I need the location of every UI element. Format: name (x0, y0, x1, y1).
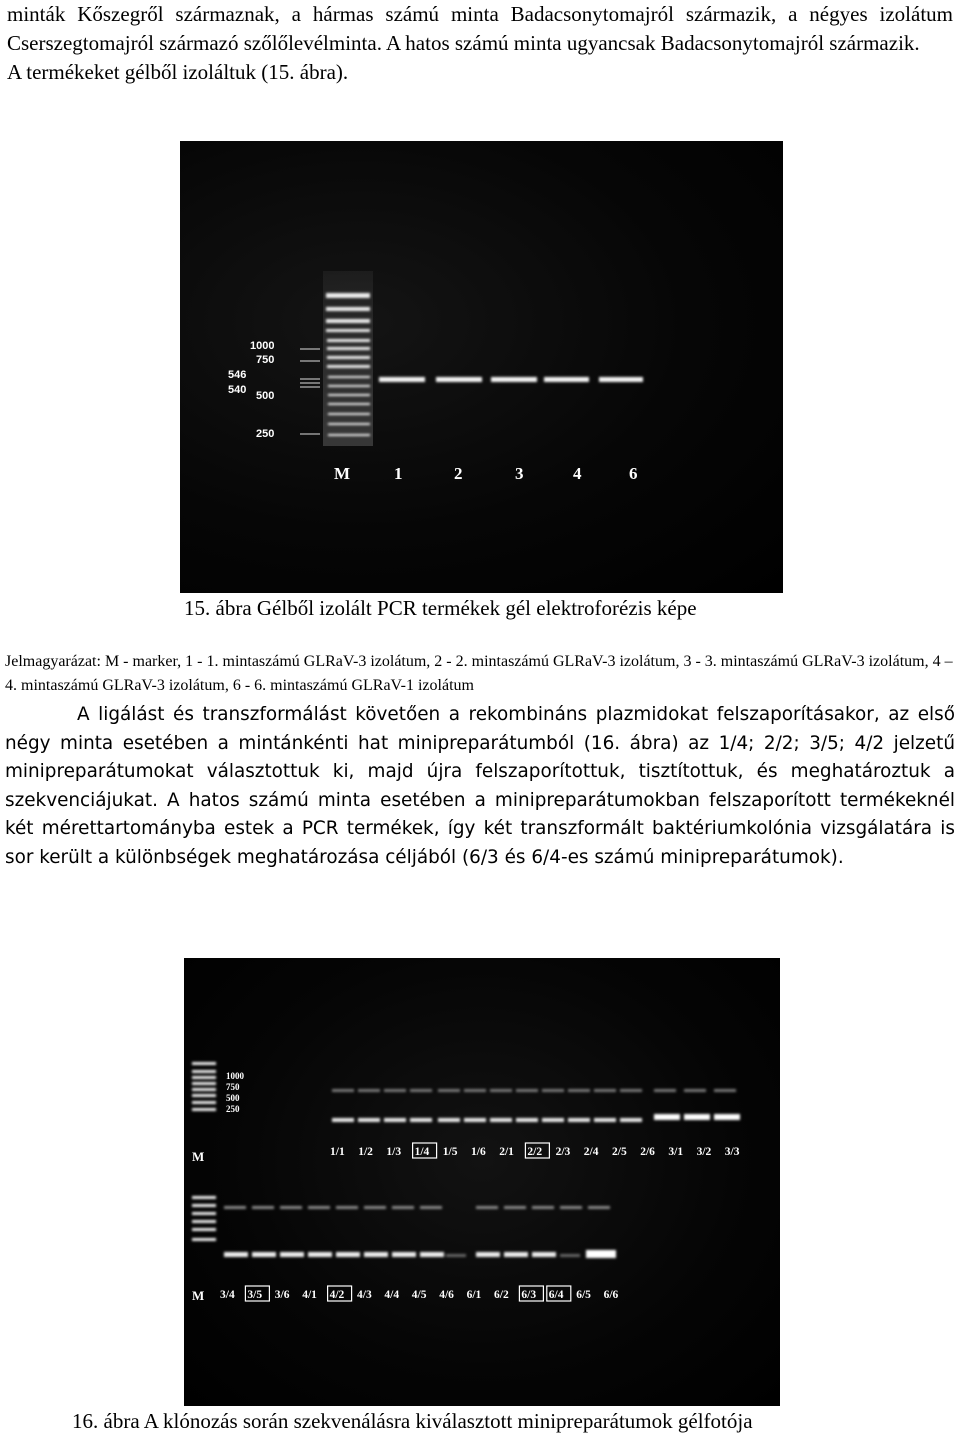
band (714, 1089, 736, 1092)
lane-label: 1/1 (330, 1146, 345, 1158)
gel-photo-figure-15 (180, 141, 783, 593)
band (364, 1252, 388, 1257)
lane-label: 3/5 (247, 1289, 263, 1301)
lane-label: 1/4 (414, 1146, 430, 1158)
lane-label: 3/1 (668, 1146, 684, 1158)
ladder-band (192, 1212, 216, 1215)
lane-label: 2 (454, 464, 463, 483)
band (438, 1089, 460, 1092)
band (410, 1089, 432, 1092)
ladder-band (192, 1228, 216, 1231)
band (620, 1089, 642, 1092)
band (560, 1254, 580, 1257)
gel-15-svg (180, 141, 783, 593)
band (308, 1206, 330, 1209)
ladder-band (192, 1238, 216, 1241)
lane-label: 1/6 (471, 1146, 486, 1158)
lane-label: 4/2 (329, 1289, 345, 1301)
legend-text: Jelmagyarázat: M - marker, 1 - 1. mintaszámú GLRaV-3 izolátum, 2 - 2. mintaszámú GLRaV-3 izolátum, 3 - 3. mintaszámú GLRaV-3 izolátum, 4 – 4. mintaszámú GLRaV-3 izolátum, 6 - 6. mintaszámú GLRaV-1 izolátum (5, 653, 953, 694)
ladder-band (192, 1088, 216, 1091)
top-marker-label: M (192, 1149, 205, 1164)
band (410, 1118, 432, 1122)
ladder-band (192, 1076, 216, 1079)
band (654, 1089, 676, 1092)
top-marker-ladder (192, 1062, 216, 1111)
ladder-band (192, 1196, 216, 1199)
band (464, 1089, 486, 1092)
band (542, 1089, 564, 1092)
gel-16-svg (184, 958, 780, 1406)
ladder-band (328, 434, 370, 436)
sample-band-6 (599, 377, 643, 382)
ladder-band (328, 376, 370, 378)
lane-label: 6/5 (576, 1289, 591, 1301)
band (332, 1089, 354, 1092)
ladder-band (328, 385, 370, 387)
band (332, 1118, 354, 1122)
band (392, 1206, 414, 1209)
marker-size-label: 500 (256, 390, 275, 402)
marker-size-label: 1000 (226, 1071, 244, 1081)
band (516, 1089, 538, 1092)
lane-label: 3 (515, 464, 524, 483)
lane-label: 4/4 (384, 1289, 400, 1301)
band (504, 1252, 528, 1257)
band (308, 1252, 332, 1257)
body-paragraph: A ligálást és transzformálást követően a rekombináns plazmidokat felszaporításakor, az első négy minta esetében a mintánkénti hat minipreparátumból (16. ábra) az 1/4; 2/2; 3/5; 4/2 jelzetű minipreparátumokat választottuk ki, majd újra felszaporítottuk, tisztítottuk, és meghatároztuk a szekvenciájukat. A hatos számú minta esetében a minipreparátumokban felszaporított termékeknél két mérettartományba estek a PCR termékek, így két transzformált baktériumkolónia vizsgálatára is sor került a különbségek meghatározása céljából (6/3 és 6/4-es számú minipreparátumok). (5, 704, 955, 868)
lane-label: 3/3 (724, 1146, 740, 1158)
lane-label: 4/6 (439, 1289, 454, 1301)
band (364, 1206, 386, 1209)
lane-label: 2/6 (640, 1146, 655, 1158)
ladder-band (192, 1101, 216, 1104)
band (714, 1114, 740, 1120)
lane-label: 2/1 (499, 1146, 514, 1158)
lane-label: 4/5 (411, 1289, 427, 1301)
ladder-band (328, 394, 370, 396)
band (420, 1206, 442, 1209)
sample-bands (379, 377, 643, 382)
bottom-row-bands (224, 1206, 616, 1258)
lane-label: 6/2 (494, 1289, 509, 1301)
top-lane-labels (330, 1143, 740, 1158)
band (420, 1252, 444, 1257)
band (684, 1114, 710, 1120)
band (476, 1206, 498, 1209)
ladder-band (192, 1204, 216, 1207)
figure-16-caption: 16. ábra A klónozás során szekvenálásra kiválasztott minipreparátumok gélfotója (72, 1409, 753, 1433)
sample-band-1 (379, 377, 425, 382)
lane-label: 4/1 (302, 1289, 317, 1301)
band (588, 1206, 610, 1209)
body-text (5, 701, 955, 873)
marker-size-label: 540 (228, 384, 247, 396)
marker-size-label: 750 (256, 354, 275, 366)
ladder-band (326, 319, 370, 323)
lane-label: 4 (573, 464, 582, 483)
lane-label: 4/3 (357, 1289, 372, 1301)
band (532, 1252, 556, 1257)
band (654, 1114, 680, 1120)
sample-band-3 (491, 377, 537, 382)
lane-label: 1/2 (358, 1146, 373, 1158)
marker-size-label: 250 (256, 428, 275, 440)
band (586, 1250, 616, 1258)
lane-label: 2/4 (583, 1146, 599, 1158)
ladder-band (328, 403, 370, 405)
lane-label: 6/1 (466, 1289, 482, 1301)
ladder-band (192, 1220, 216, 1223)
band (464, 1118, 486, 1122)
gel-photo-figure-16 (184, 958, 780, 1406)
lane-label: 1/5 (442, 1146, 458, 1158)
ladder-band (327, 339, 370, 342)
band (568, 1118, 590, 1122)
band (384, 1118, 406, 1122)
band (490, 1089, 512, 1092)
band (336, 1206, 358, 1209)
band (594, 1089, 616, 1092)
band (358, 1089, 380, 1092)
figure-15-caption: 15. ábra Gélből izolált PCR termékek gél elektroforézis képe (184, 596, 697, 620)
ladder-band (192, 1094, 216, 1097)
ladder-band (192, 1082, 216, 1085)
band (358, 1118, 380, 1122)
intro-text (7, 0, 953, 87)
band (594, 1118, 616, 1122)
marker-size-label: 250 (226, 1104, 240, 1114)
band (446, 1254, 466, 1257)
lane-label: 2/3 (555, 1146, 571, 1158)
ladder-band (327, 356, 370, 359)
band (336, 1252, 360, 1257)
lane-label: 2/2 (527, 1146, 543, 1158)
band (224, 1252, 248, 1257)
bottom-marker-label: M (192, 1288, 205, 1303)
band (620, 1118, 642, 1122)
top-row-bands (332, 1089, 740, 1122)
lane-label: 6/3 (521, 1289, 537, 1301)
ladder-band (327, 365, 370, 368)
lane-label: 6/4 (548, 1289, 564, 1301)
band (252, 1252, 276, 1257)
band (542, 1118, 564, 1122)
ladder-band (327, 347, 370, 350)
intro-figure-reference: A termékeket gélből izoláltuk (15. ábra). (7, 60, 349, 84)
ladder-band (192, 1108, 216, 1111)
intro-paragraph: minták Kőszegről származnak, a hármas számú minta Badacsonytomajról származik, a négyes izolátum Cserszegtomajról származó szőlőlevélminta. A hatos számú minta ugyancsak Badacsonytomajról származik. (7, 2, 953, 55)
ladder-band (192, 1070, 216, 1073)
band (532, 1206, 554, 1209)
band (684, 1089, 706, 1092)
ladder-band (326, 307, 370, 311)
lane-label: 2/5 (612, 1146, 627, 1158)
band (560, 1206, 582, 1209)
lane-label: 3/4 (220, 1289, 235, 1301)
lane-label-m: M (334, 464, 351, 483)
sample-band-4 (544, 377, 589, 382)
band (252, 1206, 274, 1209)
lane-label: 6 (629, 464, 638, 483)
bottom-marker-ladder (192, 1196, 216, 1241)
ladder-band (328, 413, 370, 415)
marker-size-label: 546 (228, 369, 247, 381)
lane-label: 1/3 (386, 1146, 402, 1158)
band (224, 1206, 246, 1209)
band (280, 1252, 304, 1257)
band (516, 1118, 538, 1122)
band (280, 1206, 302, 1209)
ladder-band (192, 1062, 216, 1065)
lane-label: 3/6 (274, 1289, 290, 1301)
lane-label: 6/6 (603, 1289, 619, 1301)
sample-band-2 (436, 377, 482, 382)
lane-label: 1 (394, 464, 403, 483)
marker-size-label: 500 (226, 1093, 240, 1103)
ladder-band (326, 293, 370, 298)
band (568, 1089, 590, 1092)
figure-15-legend (5, 650, 955, 698)
marker-size-label: 750 (226, 1082, 240, 1092)
ladder-band (326, 329, 370, 332)
marker-size-label: 1000 (250, 340, 275, 352)
bottom-lane-labels (220, 1286, 619, 1301)
ladder-band (328, 423, 370, 425)
band (384, 1089, 406, 1092)
band (490, 1118, 512, 1122)
lane-label: 3/2 (696, 1146, 712, 1158)
band (438, 1118, 460, 1122)
band (504, 1206, 526, 1209)
band (392, 1252, 416, 1257)
band (476, 1252, 500, 1257)
marker-pointer-lines (300, 349, 320, 434)
